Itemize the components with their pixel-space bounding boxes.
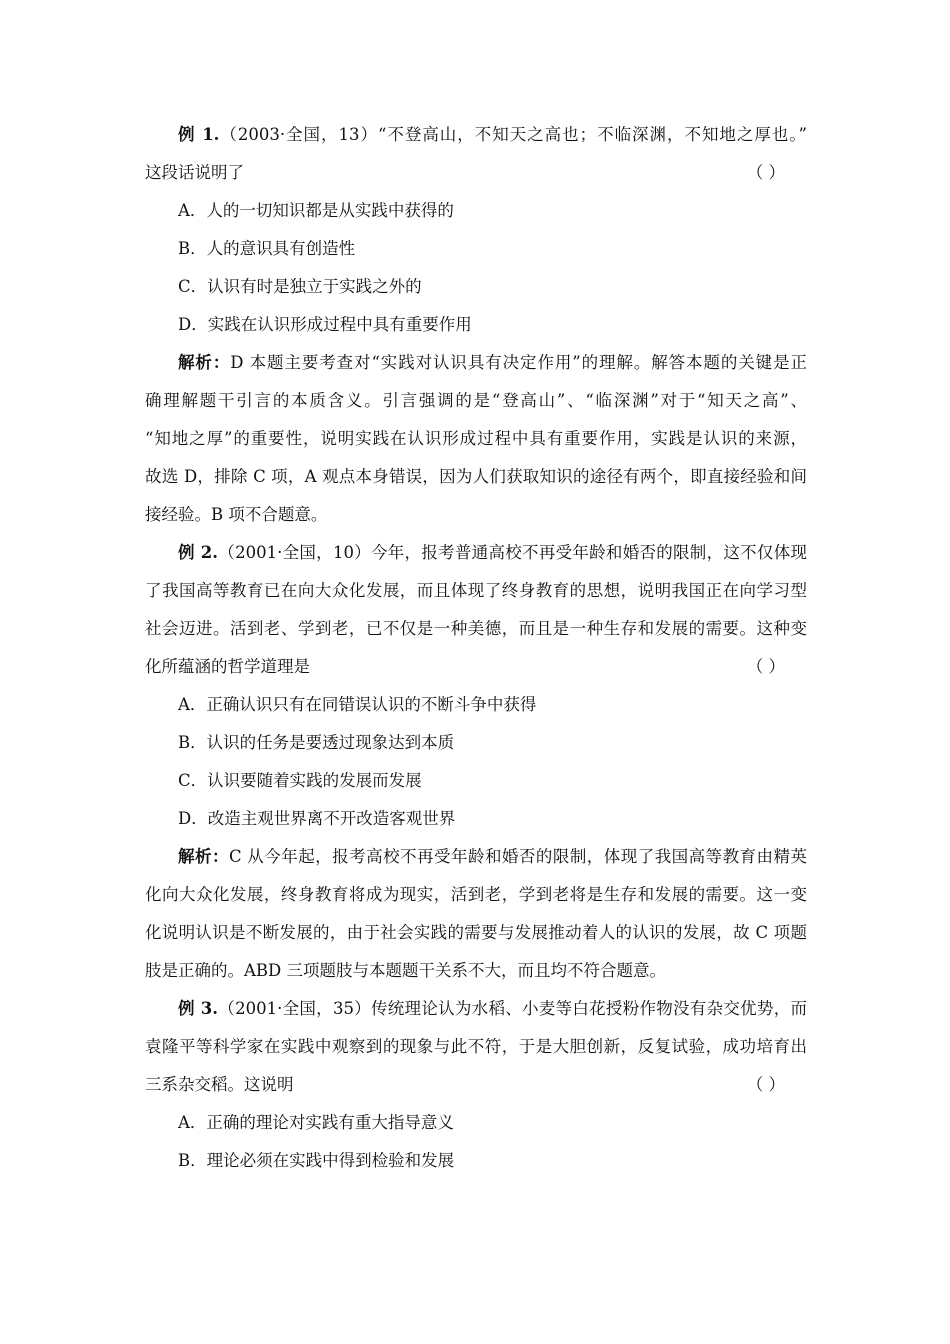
answer-paren: （ ）	[746, 163, 785, 182]
example-2-analysis-line-4: 肢是正确的。ABD 三项题肢与本题题干关系不大，而且均不符合题意。	[145, 961, 667, 980]
example-3-stem-line-3: 三系杂交稻。这说明 （ ）	[145, 1066, 807, 1104]
example-2-analysis-line-1: 解析：C 从今年起，报考高校不再受年龄和婚否的限制，体现了我国高等教育由精英	[178, 847, 807, 866]
example-1-option-b: B．人的意识具有创造性	[178, 239, 356, 258]
example-3-stem-line-1: 例 3.（2001·全国，35）传统理论认为水稻、小麦等白花授粉作物没有杂交优势，而	[178, 999, 807, 1018]
example-1-analysis-line-2: 确理解题干引言的本质含义。引言强调的是“登高山”、“临深渊”对于“知天之高”、	[145, 391, 807, 410]
example-1-stem-line-1: 例 1.（2003·全国，13）“不登高山，不知天之高也；不临深渊，不知地之厚也。”	[178, 125, 807, 144]
document-page	[145, 116, 807, 1180]
example-2-source: （2001·全国，10）	[218, 543, 371, 562]
example-2-option-b: B．认识的任务是要透过现象达到本质	[178, 733, 455, 752]
example-3-source: （2001·全国，35）	[218, 999, 371, 1018]
analysis-label: 解析：	[178, 353, 231, 372]
example-2-analysis-line-3: 化说明认识是不断发展的，由于社会实践的需要与发展推动着人的认识的发展，故 C 项题	[145, 923, 807, 942]
example-1-analysis-line-5: 接经验。B 项不合题意。	[145, 505, 328, 524]
example-3-option-b: B．理论必须在实践中得到检验和发展	[178, 1151, 455, 1170]
example-2-analysis-line-2: 化向大众化发展，终身教育将成为现实，活到老，学到老将是生存和发展的需要。这一变	[145, 885, 807, 904]
example-1-label: 例 1.	[178, 125, 220, 144]
example-3-option-a: A．正确的理论对实践有重大指导意义	[178, 1113, 454, 1132]
answer-paren: （ ）	[746, 657, 785, 676]
example-2-stem-line-1: 例 2.（2001·全国，10）今年，报考普通高校不再受年龄和婚否的限制，这不仅体现	[178, 543, 807, 562]
example-2-option-a: A．正确认识只有在同错误认识的不断斗争中获得	[178, 695, 537, 714]
example-3-stem-line-2: 袁隆平等科学家在实践中观察到的现象与此不符，于是大胆创新，反复试验，成功培育出	[145, 1037, 807, 1056]
example-3-label: 例 3.	[178, 999, 219, 1018]
example-1-option-d: D．实践在认识形成过程中具有重要作用	[178, 315, 472, 334]
example-2-stem-line-2: 了我国高等教育已在向大众化发展，而且体现了终身教育的思想，说明我国正在向学习型	[145, 581, 807, 600]
example-1-source: （2003·全国，13）	[219, 125, 378, 144]
example-1-option-a: A．人的一切知识都是从实践中获得的	[178, 201, 454, 220]
example-2-stem-line-3: 社会迈进。活到老、学到老，已不仅是一种美德，而且是一种生存和发展的需要。这种变	[145, 619, 807, 638]
example-1-option-c: C．认识有时是独立于实践之外的	[178, 277, 422, 296]
example-1-stem-line-2: 这段话说明了 （ ）	[145, 154, 807, 192]
example-2-stem-line-4: 化所蕴涵的哲学道理是 （ ）	[145, 648, 807, 686]
example-2-option-d: D．改造主观世界离不开改造客观世界	[178, 809, 456, 828]
example-1-analysis-line-1: 解析：D 本题主要考查对“实践对认识具有决定作用”的理解。解答本题的关键是正	[178, 353, 807, 372]
example-1-analysis-line-3: “知地之厚”的重要性，说明实践在认识形成过程中具有重要作用，实践是认识的来源，	[145, 429, 807, 448]
example-2-option-c: C．认识要随着实践的发展而发展	[178, 771, 422, 790]
example-2-label: 例 2.	[178, 543, 219, 562]
answer-paren: （ ）	[746, 1075, 785, 1094]
example-1-analysis-line-4: 故选 D，排除 C 项，A 观点本身错误，因为人们获取知识的途径有两个，即直接经验和间	[145, 467, 807, 486]
analysis-label: 解析：	[178, 847, 229, 866]
